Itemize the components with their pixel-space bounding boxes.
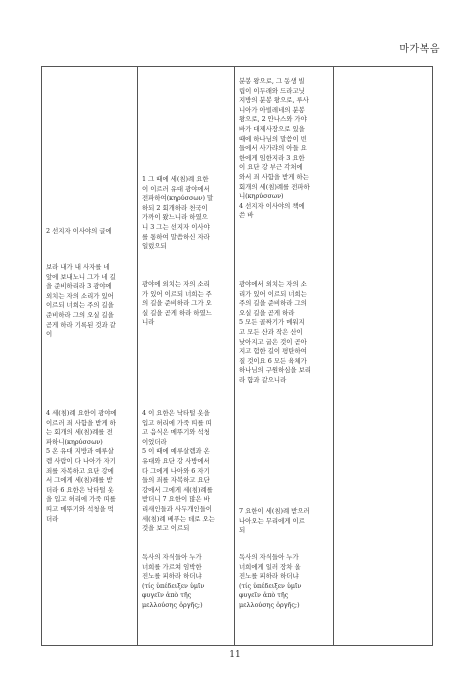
column-divider (333, 67, 334, 645)
col1-block3: 4 세(침)례 요한이 광야에 이르러 죄 사함을 받게 하 는 회개의 세(침)례를 전 파하니(κηρύσσων) 5 온 유대 지방과 예루살 렘 사람이 다 나아가 자기 죄를 자복하고 요단 강에 서 그에게 세(침)례를 받 더라 6 요한은 낙타털 옷 을 입고 허리에 가죽 띠를 띠고 메뚜기와 석청을 먹 더라 (46, 409, 117, 523)
col1-block2: 보라 내가 내 사자를 네 앞에 보내노니 그가 네 길 을 준비하리라 3 광야에 외치는 자의 소리가 있어 이르되 너희는 주의 길을 준비하라 그의 오실 길을 곧게 하라 기록된 것과 같 이 (46, 263, 116, 339)
column-divider (234, 67, 235, 645)
col3-block1: 분봉 왕으로, 그 동생 빌 립이 이두래와 드라고닛 지방의 분봉 왕으로, 루사 니아가 아빌레네의 분봉 왕으로, 2 안나스와 가야 바가 대제사장으로 있을 때에 하나님의 말씀이 빈 들에서 사가랴의 아들 요 한에게 임한지라 3 요한 이 요단 강 부근 각처에 와서 죄 사함을 받게 하는 회개의 세(침)례를 전파하 니(κηρύσσων) 4 선지자 이사야의 책에 쓴 바 (239, 77, 310, 220)
col2-block3: 4 이 요한은 낙타털 옷을 입고 허리에 가죽 띠를 띠 고 음식은 메뚜기와 석청 이었더라 5 이 때에 예루살렘과 온 유대와 요단 강 사방에서 다 그에게 나아와 6 자기 들의 죄를 자복하고 요단 강에서 그에게 세(침)례를 받더니 7 요한이 많은 바 리새인들과 사두개인들이 세(침)례 베푸는 데로 오는 것을 보고 이르되 (142, 409, 215, 533)
col3-block3: 7 요한이 세(침)례 받으러 나아오는 무리에게 이르 되 (239, 507, 310, 535)
page-number: 11 (229, 650, 241, 660)
parallel-text-table (41, 66, 433, 646)
col1-block1: 2 선지자 이사야의 글에 (46, 227, 112, 235)
col3-block2: 광야에서 외치는 자의 소 리가 있어 이르되 너희는 주의 길을 준비하라 그의 오실 길을 곧게 하라 5 모든 골짜기가 메워지 고 모든 산과 작은 산이 낮아지고 굽은 것이 곧아 지고 험한 길이 평탄하여 질 것이요 6 모든 육체가 하나님의 구원하심을 보리 라 함과 같으니라 (239, 280, 311, 384)
col2-block2: 광야에 외치는 자의 소리 가 있어 이르되 너희는 주 의 길을 준비하라 그가 오 실 길을 곧게 하라 하였느 니라 (142, 280, 212, 327)
col3-block4: 독사의 자식들아 누가 너희에게 일러 장차 올 진노를 피하라 하더냐 (τίς ὑπέδειξεν ὑμῖν φυγεῖν ἀπὸ τῆς μελλούσης ὀργῆς;) (239, 553, 302, 609)
col2-block4: 독사의 자식들아 누가 너희를 가르쳐 임박한 진노를 피하라 하더냐 (τίς ὑπέδειξεν ὑμῖν φυγεῖν ἀπὸ τῆς μελλούσης ὀργῆς;) (142, 553, 205, 609)
running-header: 마가복음 (399, 44, 440, 55)
col2-block1: 1 그 때에 세(침)례 요한 이 이르러 유대 광야에서 전파하여(κηρύσσων) 말 하되 2 회개하라 천국이 가까이 왔느니라 하였으 니 3 그는 선지자 이사야 를 통하여 말씀하신 자라 일렀으되 (142, 175, 214, 251)
column-divider (137, 67, 138, 645)
